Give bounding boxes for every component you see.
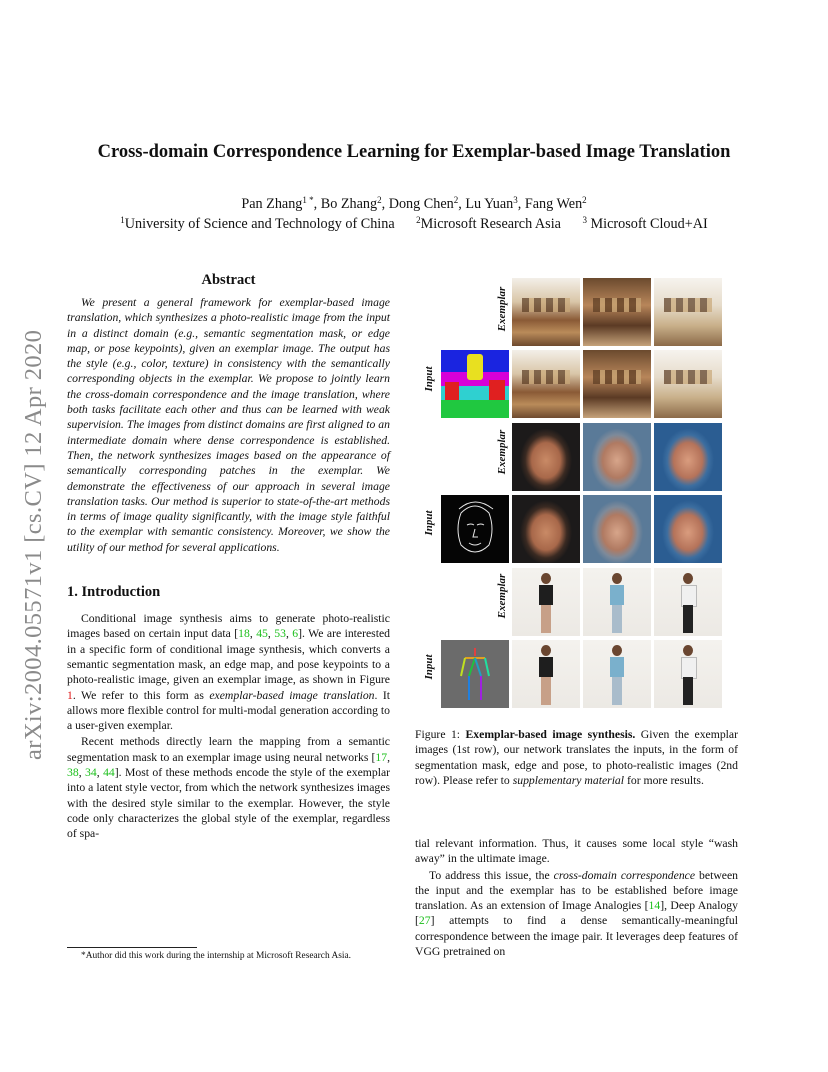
text-run: Conditional image synthesis aims to generate photo-realistic images based on certain input data [ (67, 612, 390, 641)
text-run: To address this issue, the (429, 868, 554, 882)
output-fashion-image (512, 640, 580, 708)
output-face-image (512, 495, 580, 563)
exemplar-room-image (654, 278, 722, 346)
citation-link[interactable]: 6 (292, 627, 299, 641)
right-paragraph-1 (415, 836, 738, 867)
row-label-input: Input (423, 366, 435, 392)
output-face-image (654, 495, 722, 563)
output-room-image (512, 350, 580, 418)
exemplar-fashion-image (654, 568, 722, 636)
author-name: Dong Chen (388, 196, 454, 212)
output-face-image (583, 495, 651, 563)
author-affiliation-mark: 2 (453, 195, 459, 205)
text-run: ], Deep Analogy [ (415, 899, 738, 928)
author-list: Pan Zhang$^{1 *}$, Bo Zhang$^2$, Dong Chen$^2$, Lu Yuan$^3$, Fang Wen$^2$ (241, 195, 587, 212)
affiliation (582, 216, 707, 232)
arxiv-identifier-stamp: arXiv:2004.05571v1 [cs.CV] 12 Apr 2020 (20, 329, 47, 760)
caption-text: Given the exemplar images (1st row), our network translates the inputs, in the form of segmentation mask, edge and pose, to photo-realistic images (2nd row). Please refer to (415, 728, 738, 787)
row-label-exemplar: Exemplar (496, 286, 508, 332)
right-paragraph-2 (415, 868, 738, 960)
text-run: . It allows more flexible control for multi-modal generation according to a user-given exemplar. (67, 688, 391, 733)
caption-text: for more results. (624, 773, 704, 787)
output-room-image (583, 350, 651, 418)
citation-link[interactable]: 44 (103, 766, 115, 780)
author-name: Pan Zhang (241, 196, 303, 212)
paper-title: Cross-domain Correspondence Learning for Exemplar-based Image Translation (97, 142, 731, 162)
segmentation-mask-input (441, 350, 509, 418)
row-label-exemplar: Exemplar (496, 573, 508, 619)
citation-link[interactable]: 38 (67, 766, 79, 780)
caption-emphasis: supplementary material (512, 773, 625, 787)
author-name: Fang Wen (524, 196, 583, 212)
abstract-heading: Abstract (201, 272, 256, 288)
citation-link[interactable]: 45 (256, 627, 268, 641)
text-run: ] attempts to find a dense semantically-meaningful correspondence between the image pair. It leverages deep features of VGG pretrained on (415, 914, 738, 959)
exemplar-face-image (583, 423, 651, 491)
abstract-text: We present a general framework for exemplar-based image translation, which synthesizes a photo-realistic image from the input in a distinct domain (e.g., semantic segmentation mask, or edge map, or pose keypoints), given an exemplar image. The output has the style (e.g., color, texture) in consistency with the semantically corresponding objects in the exemplar. We propose to jointly learn the cross-domain correspondence and the image translation, where both tasks facilitate each other and thus can be learned with weak supervision. The images from distinct domains are first aligned to an intermediate domain where dense correspondence is established. Then, the network synthesizes images based on the appearance of semantically corresponding patches in the exemplar. We demonstrate the effectiveness of our approach in several image translation tasks. Our method is superior to state-of-the-art methods in terms of image quality significantly, with the image style faithful to the exemplar with semantic consistency. Moreover, we show the utility of our method for several applications. (67, 296, 390, 554)
citation-link[interactable]: 14 (648, 899, 661, 913)
output-fashion-image (583, 640, 651, 708)
output-room-image (654, 350, 722, 418)
text-run: ]. Most of these methods encode the style of the exemplar into a latent style vector, from which the network synthesizes images with the desired style similar to the exemplar. However, the style code only characterizes the global style of the exemplar, regardless of spa- (67, 766, 391, 841)
pose-keypoints-input (441, 640, 509, 708)
exemplar-face-image (654, 423, 722, 491)
author-affiliation-mark: 3 (513, 195, 518, 205)
intro-paragraph-1: Conditional image synthesis aims to generate photo-realistic images based on certain input data [18, 45, 53, 6]. We are interested in a specific form of conditional image synthesis, which converts a semantic segmentation mask, an edge map, and pose keypoints to a photo-realistic image, given an exemplar image, as shown in Figure 1. We refer to this form as exemplar-based image translation. It allows more flexible control for multi-modal generation according to a user-given exemplar. (67, 612, 391, 733)
right-column (415, 836, 738, 960)
citation-link[interactable]: 34 (85, 766, 97, 780)
affiliation-mark: 1 (120, 215, 125, 225)
affiliation (416, 216, 561, 232)
affiliation-name: Microsoft Cloud+AI (590, 216, 708, 232)
row-label-input: Input (423, 654, 435, 680)
introduction-heading: 1. Introduction (67, 584, 161, 601)
intro-paragraph-2: Recent methods directly learn the mapping from a semantic segmentation mask to an exemplar image using neural networks [17, 38, 34, 44]. Most of these methods encode the style of the exemplar into a latent style vector, from which the network synthesizes images with the desired style similar to the exemplar. However, the style code only characterizes the global style of the exemplar, regardless of spa- (67, 735, 391, 841)
footnote-rule (67, 947, 197, 948)
author-affiliation-mark: 2 (377, 195, 382, 205)
row-label-input: Input (423, 510, 435, 536)
affiliation-list (0, 216, 828, 233)
text-run: between the input and the exemplar has to be established before image translation. As an extension of Image Analogies [ (415, 868, 738, 913)
citation-link[interactable]: 27 (418, 914, 431, 928)
caption-title: Exemplar-based image synthesis. (465, 728, 636, 741)
exemplar-room-image (512, 278, 580, 346)
author-name: Lu Yuan (465, 196, 514, 212)
emphasized-term: exemplar-based image translation (209, 688, 375, 702)
citation-link[interactable]: 18 (238, 627, 250, 641)
exemplar-face-image (512, 423, 580, 491)
citation-link[interactable]: 53 (274, 627, 286, 641)
affiliation-mark: 2 (416, 215, 421, 225)
text-run: tial relevant information. Thus, it causes some local style “wash away” in the ultimate image. (415, 837, 738, 866)
exemplar-room-image (583, 278, 651, 346)
author-affiliation-mark: 2 (582, 195, 587, 205)
text-run: Recent methods directly learn the mapping from a semantic segmentation mask to an exemplar image using neural networks [ (67, 735, 390, 764)
emphasized-term: cross-domain correspondence (553, 868, 696, 882)
left-column (67, 272, 390, 843)
figure-1-caption (415, 727, 738, 788)
affiliation-name: Microsoft Research Asia (420, 216, 561, 232)
affiliation (120, 216, 394, 232)
affiliation-name: University of Science and Technology of China (124, 216, 395, 232)
output-fashion-image (654, 640, 722, 708)
exemplar-fashion-image (512, 568, 580, 636)
edge-map-input (441, 495, 509, 563)
text-run: . We refer to this form as (72, 688, 210, 702)
citation-link[interactable]: 17 (375, 750, 388, 764)
affiliation-mark: 3 (582, 215, 587, 225)
figure-reference-link[interactable]: 1 (67, 688, 73, 702)
text-run: ]. We are interested in a specific form of conditional image synthesis, which converts a semantic segmentation mask, an edge map, and pose keypoints to a photo-realistic image, given an exemplar image, as shown in Figure (67, 627, 391, 687)
row-label-exemplar: Exemplar (496, 429, 508, 475)
author-name: Bo Zhang (320, 196, 378, 212)
footnote: *Author did this work during the internship at Microsoft Research Asia. (81, 951, 352, 961)
exemplar-fashion-image (583, 568, 651, 636)
figure-1 (415, 278, 750, 712)
caption-label: Figure 1: (415, 728, 466, 741)
author-affiliation-mark: 1 * (302, 195, 314, 205)
